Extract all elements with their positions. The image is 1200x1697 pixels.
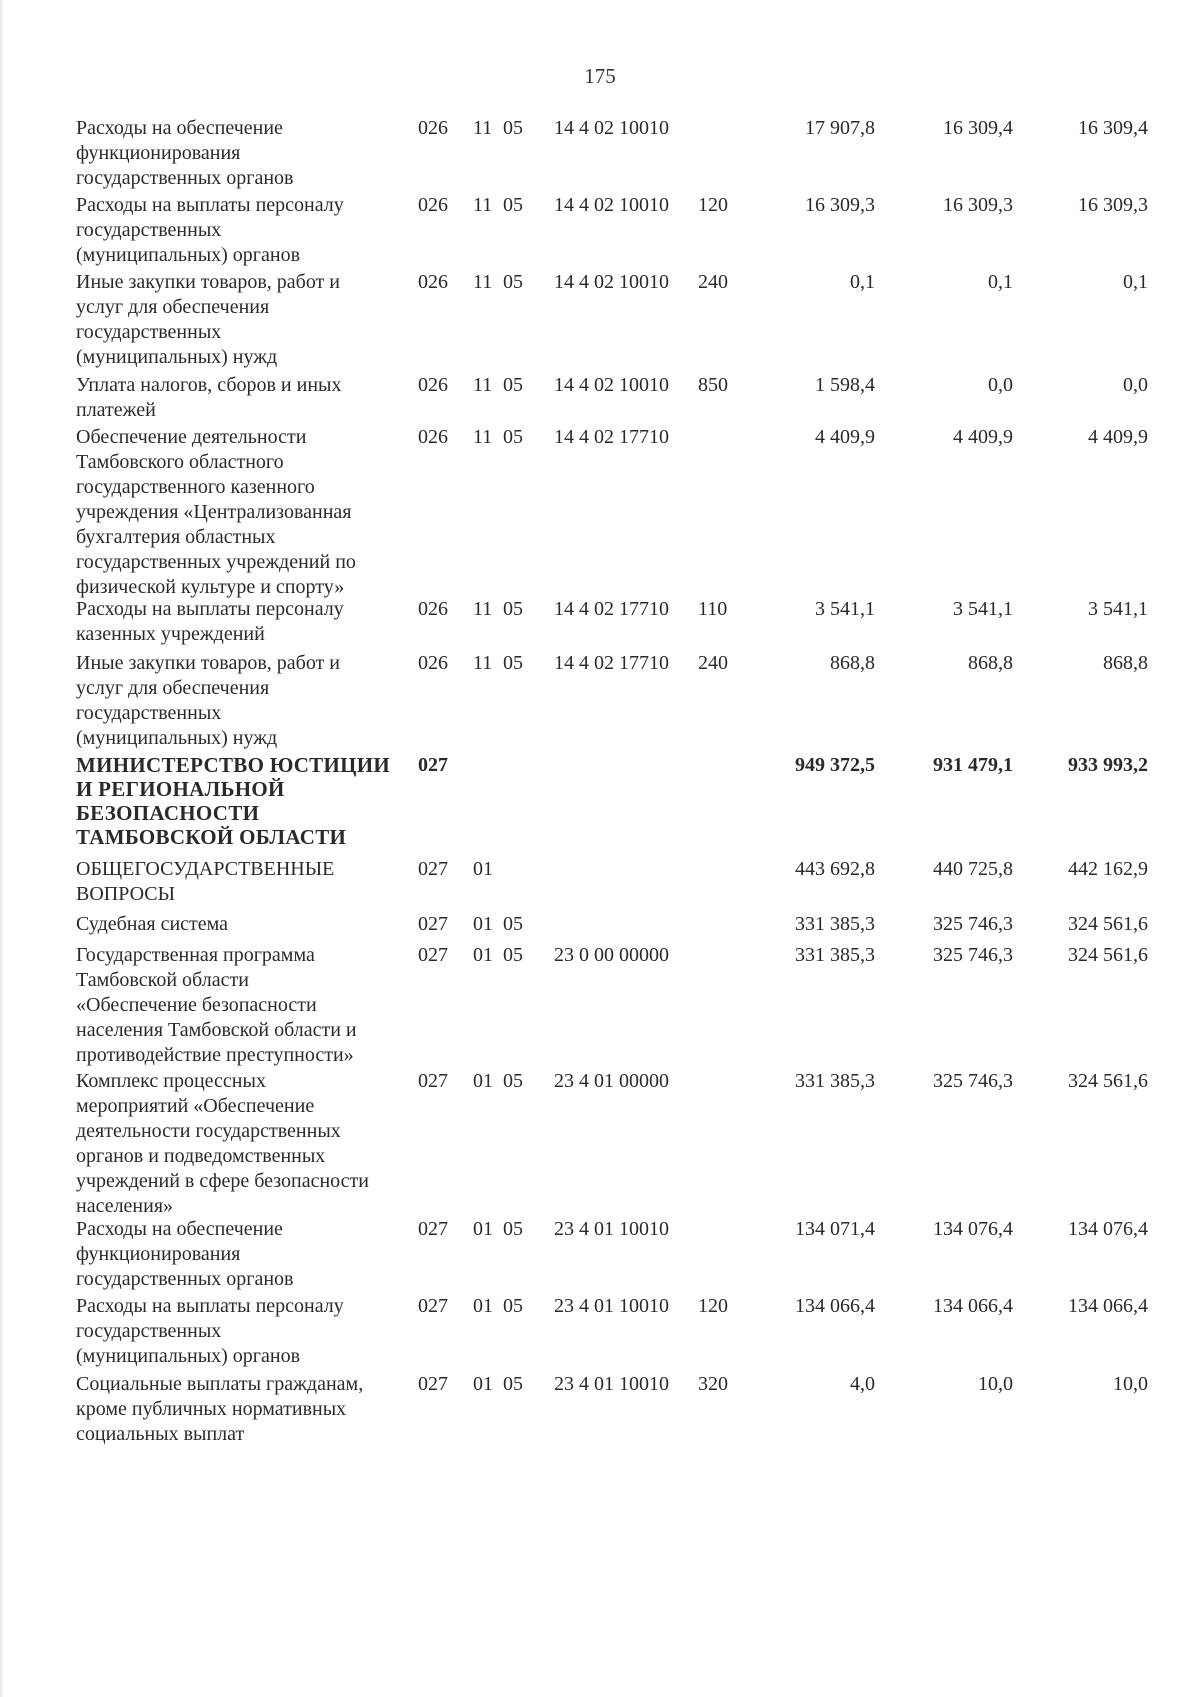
section-code: 11	[473, 652, 493, 674]
amount-year-2: 4 409,9	[953, 426, 1013, 448]
amount-year-3: 933 993,2	[1068, 754, 1148, 776]
amount-year-2: 325 746,3	[933, 944, 1013, 966]
row-name: Социальные выплаты гражданам, кроме публичных нормативных социальных выплат	[76, 1373, 364, 1445]
amount-year-2: 0,1	[988, 271, 1013, 293]
target-article-code: 14 4 02 17710	[554, 598, 669, 620]
expense-type-code: 120	[698, 1295, 728, 1317]
amount-year-3: 134 076,4	[1068, 1218, 1148, 1240]
expense-type-code: 110	[698, 598, 728, 620]
expense-type-code: 240	[698, 271, 728, 293]
admin-code: 026	[418, 194, 448, 216]
amount-year-3: 10,0	[1113, 1373, 1148, 1395]
target-article-code: 14 4 02 17710	[554, 652, 669, 674]
amount-year-1: 949 372,5	[795, 754, 875, 776]
amount-year-2: 16 309,4	[943, 117, 1013, 139]
amount-year-3: 0,0	[1123, 374, 1148, 396]
amount-year-2: 440 725,8	[933, 858, 1013, 880]
admin-code: 027	[418, 858, 448, 880]
target-article-code: 14 4 02 10010	[554, 117, 669, 139]
amount-year-1: 443 692,8	[795, 858, 875, 880]
section-code: 11	[473, 271, 493, 293]
section-code: 11	[473, 117, 493, 139]
amount-year-2: 0,0	[988, 374, 1013, 396]
row-name: Расходы на выплаты персоналу казенных учреждений	[76, 598, 344, 645]
admin-code: 027	[418, 1218, 448, 1240]
expense-type-code: 850	[698, 374, 728, 396]
row-name: Обеспечение деятельности Тамбовского областного государственного казенного учреждения «Централизованная бухгалтерия областных государственных учреждений по физической культуре и спорту»	[76, 426, 356, 598]
amount-year-2: 325 746,3	[933, 1070, 1013, 1092]
row-name: МИНИСТЕРСТВО ЮСТИЦИИ И РЕГИОНАЛЬНОЙ БЕЗОПАСНОСТИ ТАМБОВСКОЙ ОБЛАСТИ	[76, 753, 391, 849]
expense-type-code: 240	[698, 652, 728, 674]
section-code: 11	[473, 598, 493, 620]
row-name: Судебная система	[76, 913, 229, 935]
row-name: ОБЩЕГОСУДАРСТВЕННЫЕ ВОПРОСЫ	[76, 858, 335, 905]
amount-year-1: 16 309,3	[805, 194, 875, 216]
target-article-code: 23 4 01 10010	[554, 1218, 669, 1240]
section-code: 01	[473, 1295, 493, 1317]
amount-year-3: 324 561,6	[1068, 1070, 1148, 1092]
amount-year-2: 3 541,1	[953, 598, 1013, 620]
row-name: Расходы на обеспечение функционирования государственных органов	[76, 117, 294, 189]
amount-year-3: 442 162,9	[1068, 858, 1148, 880]
subsection-code: 05	[503, 652, 523, 674]
row-name: Государственная программа Тамбовской области «Обеспечение безопасности населения Тамбовской области и противодействие преступности»	[76, 944, 357, 1066]
section-code: 01	[473, 913, 493, 935]
subsection-code: 05	[503, 374, 523, 396]
subsection-code: 05	[503, 1295, 523, 1317]
amount-year-1: 868,8	[830, 652, 875, 674]
section-code: 11	[473, 374, 493, 396]
amount-year-1: 331 385,3	[795, 944, 875, 966]
subsection-code: 05	[503, 426, 523, 448]
row-name: Расходы на выплаты персоналу государственных (муниципальных) органов	[76, 1295, 344, 1367]
amount-year-2: 10,0	[978, 1373, 1013, 1395]
expense-type-code: 320	[698, 1373, 728, 1395]
amount-year-1: 331 385,3	[795, 1070, 875, 1092]
amount-year-3: 134 066,4	[1068, 1295, 1148, 1317]
subsection-code: 05	[503, 1070, 523, 1092]
amount-year-2: 325 746,3	[933, 913, 1013, 935]
amount-year-1: 134 071,4	[795, 1218, 875, 1240]
amount-year-1: 4,0	[850, 1373, 875, 1395]
amount-year-3: 324 561,6	[1068, 944, 1148, 966]
target-article-code: 23 4 01 10010	[554, 1373, 669, 1395]
amount-year-2: 134 066,4	[933, 1295, 1013, 1317]
subsection-code: 05	[503, 271, 523, 293]
subsection-code: 05	[503, 913, 523, 935]
admin-code: 027	[418, 1295, 448, 1317]
amount-year-3: 0,1	[1123, 271, 1148, 293]
row-name: Иные закупки товаров, работ и услуг для обеспечения государственных (муниципальных) нужд	[76, 271, 341, 368]
subsection-code: 05	[503, 1373, 523, 1395]
amount-year-1: 134 066,4	[795, 1295, 875, 1317]
amount-year-1: 0,1	[850, 271, 875, 293]
amount-year-3: 16 309,3	[1078, 194, 1148, 216]
section-code: 01	[473, 1070, 493, 1092]
section-code: 11	[473, 194, 493, 216]
section-code: 11	[473, 426, 493, 448]
row-name: Комплекс процессных мероприятий «Обеспечение деятельности государственных органов и подведомственных учреждений в сфере безопасности населения»	[76, 1070, 369, 1217]
admin-code: 026	[418, 652, 448, 674]
subsection-code: 05	[503, 1218, 523, 1240]
expense-type-code: 120	[698, 194, 728, 216]
scan-edge	[0, 0, 4, 1697]
admin-code: 027	[418, 944, 448, 966]
amount-year-1: 331 385,3	[795, 913, 875, 935]
section-code: 01	[473, 944, 493, 966]
amount-year-3: 324 561,6	[1068, 913, 1148, 935]
target-article-code: 14 4 02 17710	[554, 426, 669, 448]
amount-year-3: 16 309,4	[1078, 117, 1148, 139]
page-number: 175	[584, 64, 616, 88]
amount-year-1: 17 907,8	[805, 117, 875, 139]
subsection-code: 05	[503, 194, 523, 216]
admin-code: 026	[418, 374, 448, 396]
amount-year-1: 4 409,9	[815, 426, 875, 448]
amount-year-2: 134 076,4	[933, 1218, 1013, 1240]
target-article-code: 23 4 01 10010	[554, 1295, 669, 1317]
admin-code: 026	[418, 598, 448, 620]
row-name: Иные закупки товаров, работ и услуг для обеспечения государственных (муниципальных) нужд	[76, 652, 341, 749]
admin-code: 026	[418, 426, 448, 448]
amount-year-2: 16 309,3	[943, 194, 1013, 216]
target-article-code: 14 4 02 10010	[554, 374, 669, 396]
amount-year-3: 4 409,9	[1088, 426, 1148, 448]
admin-code: 027	[418, 1070, 448, 1092]
row-name: Уплата налогов, сборов и иных платежей	[76, 374, 342, 421]
admin-code: 026	[418, 117, 448, 139]
amount-year-3: 3 541,1	[1088, 598, 1148, 620]
amount-year-1: 3 541,1	[815, 598, 875, 620]
target-article-code: 14 4 02 10010	[554, 194, 669, 216]
subsection-code: 05	[503, 117, 523, 139]
target-article-code: 23 4 01 00000	[554, 1070, 669, 1092]
admin-code: 026	[418, 271, 448, 293]
section-code: 01	[473, 1218, 493, 1240]
admin-code: 027	[418, 913, 448, 935]
subsection-code: 05	[503, 944, 523, 966]
amount-year-2: 868,8	[968, 652, 1013, 674]
row-name: Расходы на обеспечение функционирования государственных органов	[76, 1218, 294, 1290]
amount-year-1: 1 598,4	[815, 374, 875, 396]
admin-code: 027	[418, 1373, 448, 1395]
target-article-code: 23 0 00 00000	[554, 944, 669, 966]
admin-code: 027	[418, 754, 448, 776]
target-article-code: 14 4 02 10010	[554, 271, 669, 293]
amount-year-3: 868,8	[1103, 652, 1148, 674]
subsection-code: 05	[503, 598, 523, 620]
section-code: 01	[473, 858, 493, 880]
section-code: 01	[473, 1373, 493, 1395]
amount-year-2: 931 479,1	[933, 754, 1013, 776]
row-name: Расходы на выплаты персоналу государственных (муниципальных) органов	[76, 194, 344, 266]
